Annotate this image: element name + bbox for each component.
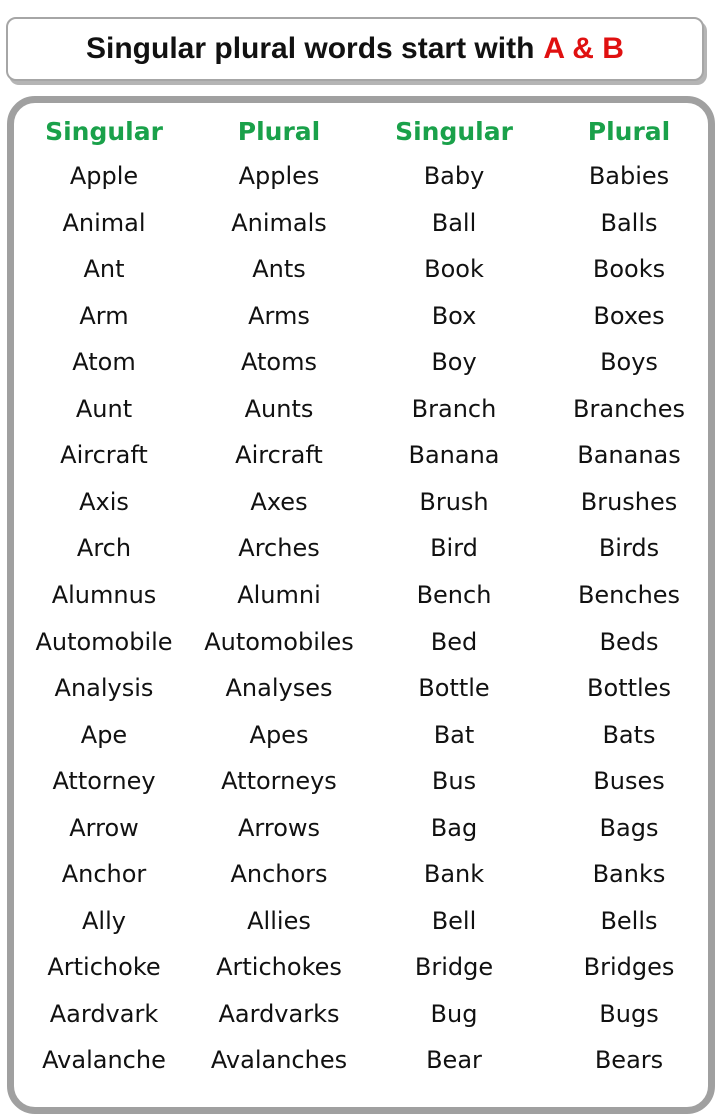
word-cell: Alumnus — [51, 580, 157, 609]
word-cell: Attorney — [52, 767, 156, 796]
word-cell: Bottle — [418, 674, 490, 703]
word-cell: Artichoke — [47, 953, 161, 982]
word-cell: Atom — [72, 348, 136, 377]
word-cell: Analyses — [225, 674, 333, 703]
word-cell: Aunts — [244, 394, 314, 423]
word-cell: Aardvark — [49, 999, 159, 1028]
word-cell: Artichokes — [216, 953, 342, 982]
word-cell: Bottles — [587, 674, 671, 703]
word-cell: Box — [431, 301, 477, 330]
word-cell: Beds — [599, 627, 659, 656]
word-cell: Bird — [430, 534, 478, 563]
word-cell: Aardvarks — [218, 999, 340, 1028]
word-cell: Avalanche — [42, 1046, 166, 1075]
word-cell: Bats — [602, 720, 656, 749]
page-title — [8, 19, 702, 79]
word-cell: Automobile — [35, 627, 173, 656]
word-cell: Bear — [426, 1046, 482, 1075]
word-cell: Anchors — [230, 860, 328, 889]
word-cell: Automobiles — [204, 627, 354, 656]
word-cell: Bells — [600, 906, 658, 935]
word-cell: Avalanches — [210, 1046, 348, 1075]
word-cell: Animals — [231, 208, 327, 237]
column-header: Plural — [237, 117, 321, 146]
word-cell: Bears — [594, 1046, 664, 1075]
word-cell: Bell — [431, 906, 477, 935]
word-cell: Bridges — [583, 953, 675, 982]
word-cell: Ally — [82, 906, 126, 935]
word-cell: Axis — [79, 487, 129, 516]
word-cell: Ants — [252, 255, 306, 284]
word-cell: Boys — [600, 348, 658, 377]
title-prefix: Singular plural words start with — [86, 32, 535, 65]
word-cell: Apple — [69, 162, 139, 190]
word-cell: Bug — [430, 999, 478, 1028]
word-cell: Arches — [238, 534, 320, 563]
word-cell: Boxes — [593, 301, 665, 330]
title-banner — [6, 17, 704, 81]
word-cell: Balls — [600, 208, 658, 237]
word-cell: Aircraft — [60, 441, 148, 470]
word-cell: Benches — [577, 580, 681, 609]
word-cell: Aunt — [75, 394, 133, 423]
word-cell: Boy — [431, 348, 477, 377]
word-cell: Arms — [248, 301, 310, 330]
word-cell: Arrows — [237, 813, 321, 842]
word-cell: Arrow — [69, 813, 139, 842]
word-cell: Arm — [79, 301, 129, 330]
word-cell: Babies — [588, 162, 670, 190]
word-cell: Ape — [80, 720, 128, 749]
word-cell: Bat — [433, 720, 475, 749]
word-cell: Bugs — [599, 999, 659, 1028]
word-cell: Analysis — [54, 674, 154, 703]
word-cell: Bridge — [414, 953, 494, 982]
word-cell: Brush — [419, 487, 489, 516]
word-cell: Alumni — [237, 580, 321, 609]
column-header: Singular — [45, 117, 163, 146]
column-header: Plural — [587, 117, 671, 146]
word-cell: Bank — [423, 860, 485, 889]
word-cell: Birds — [598, 534, 660, 563]
word-cell: Banks — [592, 860, 666, 889]
word-cell: Baby — [423, 162, 485, 190]
word-cell: Anchor — [61, 860, 147, 889]
word-cell: Book — [424, 255, 484, 284]
word-table — [7, 96, 715, 1114]
word-cell: Ant — [83, 255, 125, 284]
word-cell: Aircraft — [235, 441, 323, 470]
word-cell: Axes — [250, 487, 308, 516]
word-cell: Bed — [430, 627, 478, 656]
word-cell: Atoms — [241, 348, 317, 377]
word-cell: Brushes — [580, 487, 678, 516]
word-cell: Banana — [408, 441, 500, 470]
word-cell: Buses — [593, 767, 665, 796]
word-cell: Arch — [76, 534, 132, 563]
word-cell: Bench — [416, 580, 492, 609]
word-cell: Allies — [247, 906, 311, 935]
word-cell: Branch — [411, 394, 497, 423]
column-header: Singular — [395, 117, 513, 146]
word-cell: Bus — [431, 767, 477, 796]
word-cell: Apes — [249, 720, 309, 749]
word-cell: Apples — [238, 162, 320, 190]
word-cell: Branches — [573, 394, 685, 423]
word-cell: Bag — [430, 813, 478, 842]
word-cell: Books — [592, 255, 666, 284]
word-cell: Attorneys — [221, 767, 337, 796]
word-cell: Animal — [62, 208, 146, 237]
word-cell: Bags — [599, 813, 659, 842]
title-accent: A & B — [543, 32, 624, 65]
word-cell: Bananas — [577, 441, 681, 470]
word-cell: Ball — [431, 208, 477, 237]
